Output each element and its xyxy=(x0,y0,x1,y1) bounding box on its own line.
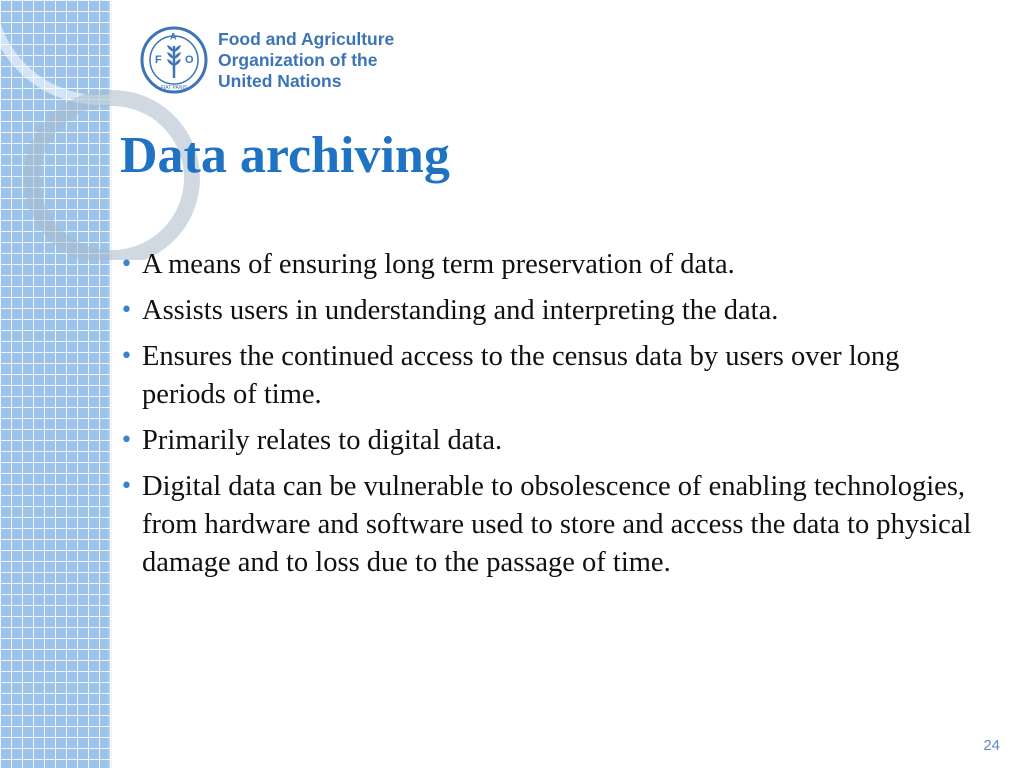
bullet-item xyxy=(120,422,990,460)
page-number: 24 xyxy=(983,737,1000,754)
org-name-line-2: Organization of the xyxy=(218,49,378,70)
fao-logo xyxy=(140,26,394,94)
bullet-text: A means of ensuring long term preservation of data. xyxy=(142,249,735,280)
bullet-icon: • xyxy=(120,298,133,323)
fao-org-name xyxy=(218,29,394,92)
bullet-list xyxy=(120,246,990,590)
bullet-icon: • xyxy=(120,252,133,277)
bullet-icon: • xyxy=(120,428,133,453)
emblem-letter-a: A xyxy=(170,31,177,42)
bullet-text: Primarily relates to digital data. xyxy=(142,425,503,456)
slide-title: Data archiving xyxy=(120,127,450,184)
org-name-line-3: United Nations xyxy=(218,70,342,91)
bullet-text: Ensures the continued access to the census data by users over long periods of time. xyxy=(142,341,900,410)
bullet-text: Digital data can be vulnerable to obsolescence of enabling technologies, from hardware and software used to store and access the data to physical damage and to loss due to the passage of time. xyxy=(142,471,972,578)
bullet-item xyxy=(120,246,990,284)
org-name-line-1: Food and Agriculture xyxy=(218,28,395,49)
fao-emblem-icon xyxy=(140,26,208,94)
emblem-motto: FIAT PANIS xyxy=(160,85,188,91)
bullet-item xyxy=(120,292,990,330)
bullet-item xyxy=(120,468,990,582)
bullet-text: Assists users in understanding and interpreting the data. xyxy=(142,295,779,326)
bullet-icon: • xyxy=(120,474,133,499)
bullet-icon: • xyxy=(120,344,133,369)
emblem-letter-o: O xyxy=(185,54,194,66)
emblem-letter-f: F xyxy=(155,54,162,66)
bullet-item xyxy=(120,338,990,414)
